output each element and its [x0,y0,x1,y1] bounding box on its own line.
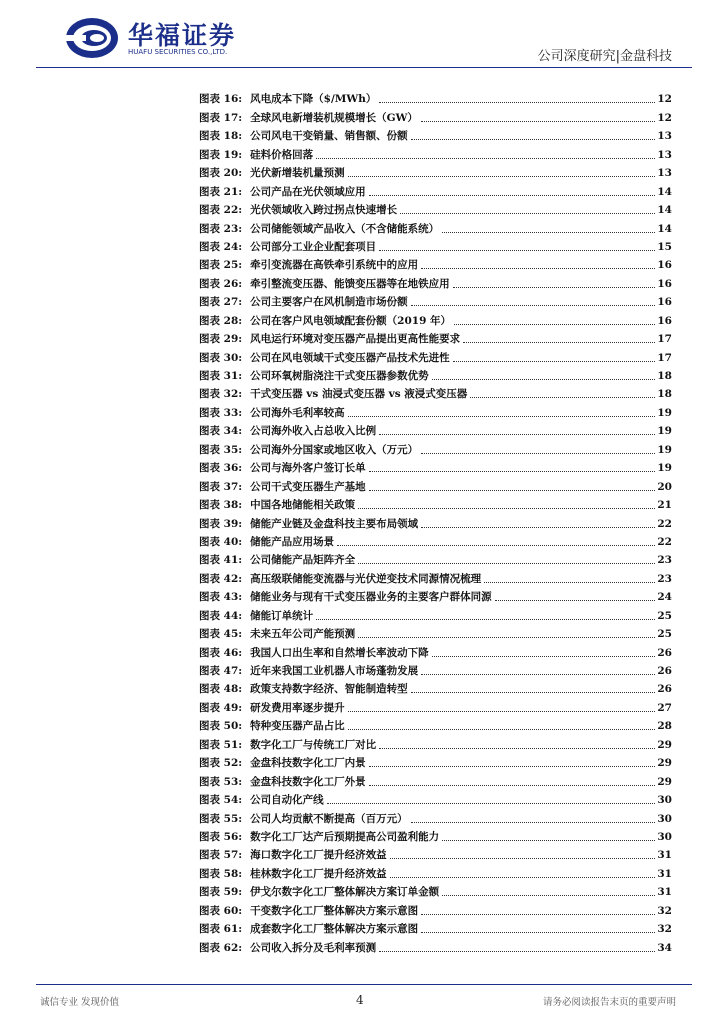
toc-entry-title: 公司与海外客户签订长单 [250,462,366,475]
toc-entry-title: 光伏领域收入跨过拐点快速增长 [250,204,398,217]
toc-entry-label: 图表 20: [199,167,243,180]
toc-entry[interactable] [199,328,672,346]
toc-entry-leader [316,158,655,159]
toc-entry-page: 29 [657,775,672,788]
toc-entry-leader [337,545,655,546]
toc-entry-page: 12 [657,93,672,106]
toc-entry-leader [348,711,656,712]
toc-entry-title: 数字化工厂与传统工厂对比 [250,738,377,751]
toc-entry[interactable] [199,143,672,161]
toc-entry-page: 18 [657,370,672,382]
toc-entry-title: 公司风电干变销量、销售额、份额 [250,130,408,143]
toc-entry-title: 公司在客户风电领域配套份额（2019 年） [250,314,452,327]
toc-entry-page: 21 [657,499,672,512]
toc-entry-label: 图表 38: [199,499,243,512]
toc-entry-page: 32 [657,923,672,936]
toc-entry[interactable] [199,291,672,309]
toc-entry-label: 图表 17: [199,111,243,124]
toc-entry-title: 金盘科技数字化工厂内景 [250,757,366,770]
toc-entry-leader [358,508,655,509]
toc-entry-title: 桂林数字化工厂提升经济效益 [250,867,387,880]
toc-entry-title: 全球风电新增装机规模增长（GW） [250,111,418,124]
toc-entry-leader [421,453,655,454]
toc-entry-label: 图表 22: [199,204,243,217]
toc-entry-title: 牵引变流器在高铁牵引系统中的应用 [250,259,419,272]
toc-entry-label: 图表 62: [199,941,243,954]
toc-entry[interactable] [199,383,672,401]
toc-entry-leader [411,305,656,306]
toc-entry-label: 图表 27: [199,296,243,309]
toc-entry[interactable] [199,752,672,770]
toc-entry-title: 公司人均贡献不断提高（百万元） [250,812,408,825]
toc-entry-leader [442,895,655,896]
toc-entry-title: 伊戈尔数字化工厂整体解决方案订单金额 [250,886,440,899]
toc-entry-title: 高压级联储能变流器与光伏逆变技术同源情况梳理 [250,572,482,585]
toc-entry-label: 图表 16: [199,93,243,106]
toc-entry-title: 近年来我国工业机器人市场蓬勃发展 [250,665,419,677]
toc-entry-page: 18 [657,388,672,401]
toc-entry-label: 图表 51: [199,738,243,751]
logo-chinese-name: 华福证券 [128,21,237,50]
toc-entry[interactable] [199,401,672,419]
toc-entry-title: 公司主要客户在风机制造市场份额 [250,296,408,309]
toc-entry-label: 图表 28: [199,314,243,327]
toc-entry-page: 19 [657,406,672,419]
toc-entry-title: 未来五年公司产能预测 [250,628,356,641]
toc-entry-title: 公司在风电领域干式变压器产品技术先进性 [250,351,450,364]
toc-entry-page: 19 [657,443,672,456]
toc-entry-page: 26 [657,665,672,677]
toc-entry[interactable] [199,715,672,733]
toc-entry-label: 图表 57: [199,849,243,862]
toc-entry-title: 风电运行环境对变压器产品提出更高性能要求 [250,333,461,346]
toc-entry-leader [442,840,655,841]
toc-entry-page: 31 [657,867,672,880]
toc-entry-label: 图表 50: [199,720,243,733]
toc-entry-label: 图表 59: [199,886,243,899]
toc-entry-leader [442,232,655,233]
toc-entry-label: 图表 42: [199,572,243,585]
toc-entry-title: 公司环氧树脂浇注干式变压器参数优势 [250,370,429,382]
toc-entry-label: 图表 53: [199,775,243,788]
toc-entry-label: 图表 26: [199,277,243,290]
figure-table-of-contents [199,88,672,955]
logo-english-name: HUAFU SECURITIES CO.,LTD. [128,48,228,56]
toc-entry-title: 风电成本下降（$/MWh） [250,93,377,106]
toc-entry-label: 图表 25: [199,259,243,272]
toc-entry-page: 17 [657,333,672,346]
toc-entry[interactable] [199,88,672,106]
toc-entry-page: 25 [657,609,672,622]
toc-entry[interactable] [199,420,672,438]
toc-entry[interactable] [199,678,672,696]
toc-entry-label: 图表 23: [199,222,243,235]
toc-entry-title: 硅料价格回落 [250,148,314,161]
toc-entry-page: 19 [657,425,672,438]
toc-entry-leader [348,416,656,417]
toc-entry-leader [470,397,655,398]
toc-entry-leader [421,674,655,675]
toc-entry[interactable] [199,199,672,217]
toc-entry-leader [379,748,655,749]
toc-entry[interactable] [199,549,672,567]
toc-entry-title: 特种变压器产品占比 [250,720,345,733]
toc-entry[interactable] [199,807,672,825]
toc-entry-leader [379,434,655,435]
toc-entry-page: 15 [657,240,672,253]
toc-entry-leader [432,656,656,657]
toc-entry-label: 图表 41: [199,554,243,567]
toc-entry[interactable] [199,641,672,659]
toc-entry-title: 公司自动化产线 [250,794,324,807]
toc-entry-page: 23 [657,572,672,585]
toc-entry-title: 公司储能领域产品收入（不含储能系统） [250,222,440,235]
toc-entry-title: 研发费用率逐步提升 [250,701,345,714]
toc-entry-label: 图表 31: [199,370,243,382]
toc-entry[interactable] [199,844,672,862]
toc-entry-page: 31 [657,886,672,899]
toc-entry[interactable] [199,254,672,272]
toc-entry-page: 29 [657,757,672,770]
toc-entry[interactable] [199,162,672,180]
footer-slogan: 诚信专业 发现价值 [40,997,120,1008]
toc-entry-leader [411,692,656,693]
toc-entry-leader [369,785,656,786]
toc-entry-leader [484,582,655,583]
toc-entry[interactable] [199,733,672,751]
toc-entry[interactable] [199,309,672,327]
toc-entry-page: 22 [657,535,672,548]
toc-entry-title: 公司海外收入占总收入比例 [250,425,377,438]
toc-entry-title: 公司部分工业企业配套项目 [250,240,377,253]
toc-entry[interactable] [199,346,672,364]
toc-entry-leader [432,379,656,380]
toc-entry-label: 图表 45: [199,628,243,641]
toc-entry-leader [316,619,655,620]
toc-entry-title: 金盘科技数字化工厂外景 [250,775,366,788]
toc-entry[interactable] [199,365,672,383]
toc-entry-label: 图表 58: [199,867,243,880]
page-number: 4 [356,993,364,1007]
toc-entry-leader [421,914,655,915]
toc-entry-page: 34 [657,941,672,954]
toc-entry-label: 图表 61: [199,923,243,936]
toc-entry[interactable] [199,862,672,880]
toc-entry-page: 26 [657,646,672,659]
toc-entry-page: 20 [657,480,672,493]
toc-entry-title: 干变数字化工厂整体解决方案示意图 [250,904,419,917]
toc-entry[interactable] [199,106,672,124]
toc-entry-title: 储能产品应用场景 [250,535,335,548]
toc-entry-title: 牵引整流变压器、能馈变压器等在地铁应用 [250,277,450,290]
toc-entry-page: 13 [657,130,672,143]
toc-entry[interactable] [199,936,672,954]
toc-entry-label: 图表 30: [199,351,243,364]
toc-entry-page: 30 [657,830,672,843]
toc-entry-title: 数字化工厂达产后预期提高公司盈利能力 [250,830,440,843]
toc-entry-leader [327,803,656,804]
toc-entry-leader [369,766,656,767]
toc-entry-page: 12 [657,111,672,124]
toc-entry-page: 32 [657,904,672,917]
toc-entry[interactable] [199,125,672,143]
toc-entry-title: 储能订单统计 [250,609,314,622]
toc-entry-label: 图表 47: [199,665,243,677]
toc-entry-title: 公司海外分国家或地区收入（万元） [250,443,419,456]
toc-entry[interactable] [199,918,672,936]
toc-entry-title: 光伏新增装机量预测 [250,167,345,180]
toc-entry[interactable] [199,586,672,604]
toc-entry-label: 图表 18: [199,130,243,143]
toc-entry-title: 干式变压器 vs 油浸式变压器 vs 液浸式变压器 [250,388,468,401]
toc-entry-leader [421,527,655,528]
toc-entry-leader [348,729,656,730]
toc-entry-leader [390,858,656,859]
toc-entry-title: 我国人口出生率和自然增长率波动下降 [250,646,429,659]
toc-entry-label: 图表 46: [199,646,243,659]
toc-entry[interactable] [199,180,672,198]
toc-entry-page: 26 [657,683,672,696]
toc-entry-leader [453,361,656,362]
toc-entry-leader [453,287,656,288]
toc-entry[interactable] [199,494,672,512]
toc-entry[interactable] [199,272,672,290]
toc-entry-label: 图表 40: [199,535,243,548]
toc-entry-title: 储能业务与现有干式变压器业务的主要客户群体同源 [250,591,492,604]
toc-entry-page: 13 [657,167,672,180]
toc-entry[interactable] [199,512,672,530]
toc-entry-label: 图表 49: [199,701,243,714]
toc-entry[interactable] [199,623,672,641]
toc-entry-page: 19 [657,462,672,475]
toc-entry[interactable] [199,438,672,456]
toc-entry-page: 29 [657,738,672,751]
header-divider [36,67,692,68]
toc-entry-leader [421,121,655,122]
toc-entry[interactable] [199,770,672,788]
toc-entry-page: 16 [657,314,672,327]
toc-entry-title: 政策支持数字经济、智能制造转型 [250,683,408,696]
toc-entry-page: 25 [657,628,672,641]
toc-entry-leader [369,471,656,472]
toc-entry-leader [379,102,655,103]
toc-entry-leader [379,250,655,251]
huafu-logo-icon [64,15,120,61]
toc-entry-leader [369,195,656,196]
toc-entry-page: 16 [657,277,672,290]
toc-entry-page: 30 [657,812,672,825]
toc-entry[interactable] [199,236,672,254]
toc-entry-leader [411,139,656,140]
page-header [0,0,724,72]
toc-entry-label: 图表 29: [199,333,243,346]
toc-entry-page: 13 [657,148,672,161]
toc-entry-label: 图表 35: [199,443,243,456]
toc-entry-page: 14 [657,222,672,235]
toc-entry[interactable] [199,881,672,899]
toc-entry-leader [358,637,655,638]
toc-entry-label: 图表 52: [199,757,243,770]
toc-entry-label: 图表 54: [199,794,243,807]
toc-entry-title: 公司干式变压器生产基地 [250,480,366,493]
toc-entry-title: 中国各地储能相关政策 [250,499,356,512]
toc-entry[interactable] [199,531,672,549]
toc-entry-leader [411,822,656,823]
toc-entry-page: 27 [657,701,672,714]
toc-entry-label: 图表 55: [199,812,243,825]
toc-entry-page: 16 [657,259,672,272]
toc-entry-page: 14 [657,204,672,217]
toc-entry-label: 图表 37: [199,480,243,493]
toc-entry-leader [495,600,656,601]
toc-entry-label: 图表 32: [199,388,243,401]
toc-entry-leader [463,342,655,343]
toc-entry[interactable] [199,789,672,807]
toc-entry-title: 公司产品在光伏领域应用 [250,185,366,198]
toc-entry-page: 22 [657,517,672,530]
toc-entry-page: 23 [657,554,672,567]
footer-disclaimer: 请务必阅读报告末页的重要声明 [542,997,676,1008]
toc-entry-label: 图表 24: [199,240,243,253]
toc-entry-label: 图表 43: [199,591,243,604]
toc-entry[interactable] [199,567,672,585]
toc-entry-leader [379,951,655,952]
toc-entry-title: 公司海外毛利率较高 [250,406,345,419]
toc-entry-leader [421,268,655,269]
toc-entry-label: 图表 39: [199,517,243,530]
toc-entry-page: 30 [657,794,672,807]
footer-divider [36,984,692,985]
toc-entry-page: 28 [657,720,672,733]
toc-entry-leader [369,490,656,491]
toc-entry[interactable] [199,899,672,917]
toc-entry-leader [358,563,655,564]
toc-entry-label: 图表 19: [199,148,243,161]
toc-entry-title: 储能产业链及金盘科技主要布局领域 [250,517,419,530]
toc-entry-label: 图表 60: [199,904,243,917]
toc-entry-leader [454,324,655,325]
report-tag: 公司深度研究|金盘科技 [537,49,672,64]
toc-entry-page: 17 [657,351,672,364]
toc-entry-leader [390,877,656,878]
toc-entry-label: 图表 44: [199,609,243,622]
toc-entry-page: 24 [657,591,672,604]
toc-entry-label: 图表 56: [199,830,243,843]
toc-entry-page: 31 [657,849,672,862]
toc-entry-label: 图表 34: [199,425,243,438]
toc-entry[interactable] [199,660,672,678]
toc-entry-label: 图表 48: [199,683,243,696]
toc-entry-label: 图表 36: [199,462,243,475]
toc-entry[interactable] [199,457,672,475]
toc-entry-label: 图表 33: [199,406,243,419]
toc-entry-title: 公司收入拆分及毛利率预测 [250,941,377,954]
toc-entry-title: 公司储能产品矩阵齐全 [250,554,356,567]
toc-entry[interactable] [199,217,672,235]
toc-entry[interactable] [199,696,672,714]
toc-entry-label: 图表 21: [199,185,243,198]
toc-entry[interactable] [199,475,672,493]
toc-entry[interactable] [199,604,672,622]
toc-entry-leader [421,932,655,933]
toc-entry-leader [348,176,656,177]
toc-entry-page: 16 [657,296,672,309]
toc-entry-leader [400,213,655,214]
toc-entry[interactable] [199,826,672,844]
toc-entry-title: 海口数字化工厂提升经济效益 [250,849,387,862]
company-logo [64,12,244,62]
toc-entry-page: 14 [657,185,672,198]
toc-entry-title: 成套数字化工厂整体解决方案示意图 [250,923,419,936]
